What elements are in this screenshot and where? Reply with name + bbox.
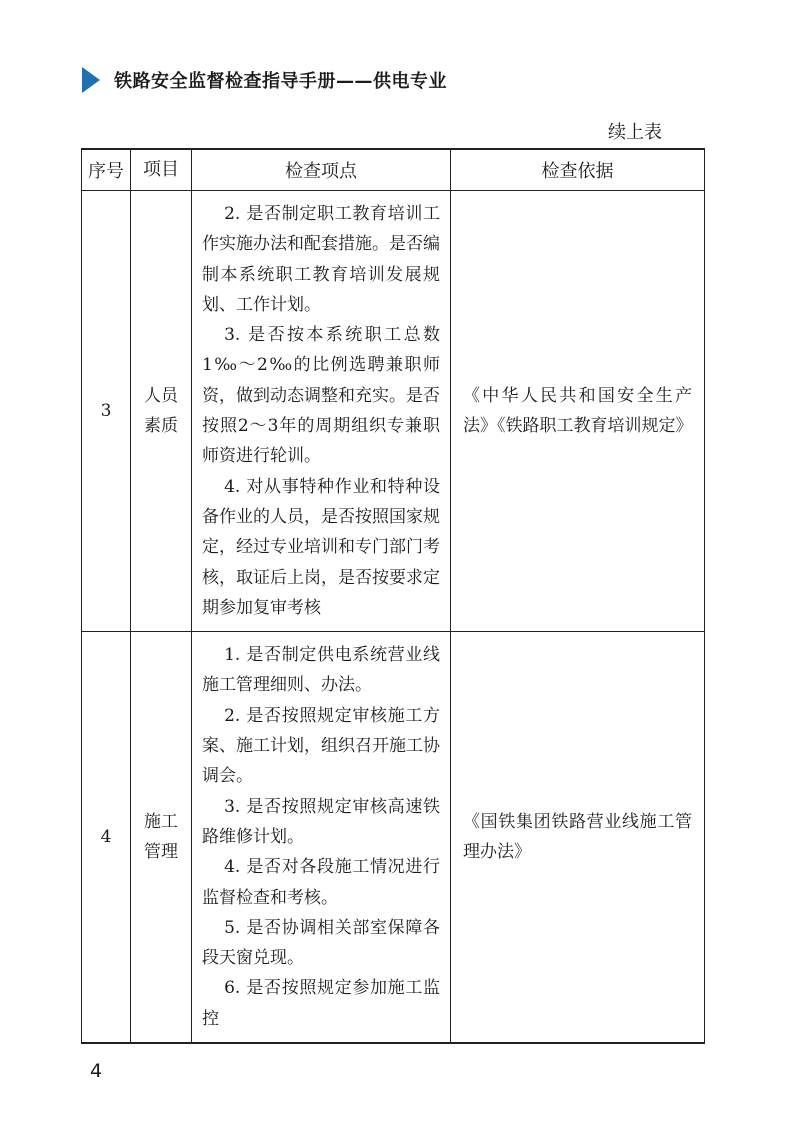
header-title: 铁路安全监督检查指导手册——供电专业	[114, 71, 447, 92]
row-item	[131, 191, 192, 632]
row-basis	[451, 191, 705, 632]
column-header-item: 项目	[131, 149, 192, 191]
row-item-label: 施工管理	[144, 812, 178, 863]
column-header-points: 检查项点	[192, 149, 451, 191]
check-point: 3. 是否按本系统职工总数1‰～2‰的比例选聘兼职师资，做到动态调整和充实。是否按照2～3年的周期组织专兼职师资进行轮训。	[202, 325, 440, 467]
row-item-label: 人员素质	[144, 386, 178, 437]
inspection-table	[81, 148, 705, 1044]
check-point: 2. 是否制定职工教育培训工作实施办法和配套措施。是否编制本系统职工教育培训发展规划、工作计划。	[202, 204, 440, 315]
row-number: 3	[82, 191, 131, 632]
triangle-marker-icon	[82, 67, 100, 93]
row-item	[131, 632, 192, 1043]
table-row	[82, 191, 705, 632]
check-point: 1. 是否制定供电系统营业线施工管理细则、办法。	[202, 645, 440, 696]
check-point: 5. 是否协调相关部室保障各段天窗兑现。	[202, 917, 440, 969]
check-point: 6. 是否按照规定参加施工监控	[202, 978, 440, 1029]
row-check-points	[192, 191, 451, 632]
basis-text: 《国铁集团铁路营业线施工管理办法》	[463, 811, 692, 863]
check-point: 4. 对从事特种作业和特种设备作业的人员，是否按照国家规定，经过专业培训和专门部门考核，取证后上岗，是否按要求定期参加复审考核	[202, 476, 440, 618]
running-header	[82, 66, 447, 94]
continued-label: 续上表	[608, 122, 662, 143]
table-row	[82, 632, 705, 1043]
row-basis	[451, 632, 705, 1043]
page-number: 4	[90, 1060, 103, 1082]
check-point: 3. 是否按照规定审核高速铁路维修计划。	[202, 796, 440, 847]
check-point: 4. 是否对各段施工情况进行监督检查和考核。	[202, 857, 440, 908]
row-check-points	[192, 632, 451, 1043]
check-point: 2. 是否按照规定审核施工方案、施工计划，组织召开施工协调会。	[202, 705, 440, 787]
row-number: 4	[82, 632, 131, 1043]
column-header-no: 序号	[82, 149, 131, 191]
basis-text: 《中华人民共和国安全生产法》《铁路职工教育培训规定》	[463, 385, 693, 437]
column-header-basis: 检查依据	[451, 149, 705, 191]
table-header-row	[82, 149, 705, 191]
